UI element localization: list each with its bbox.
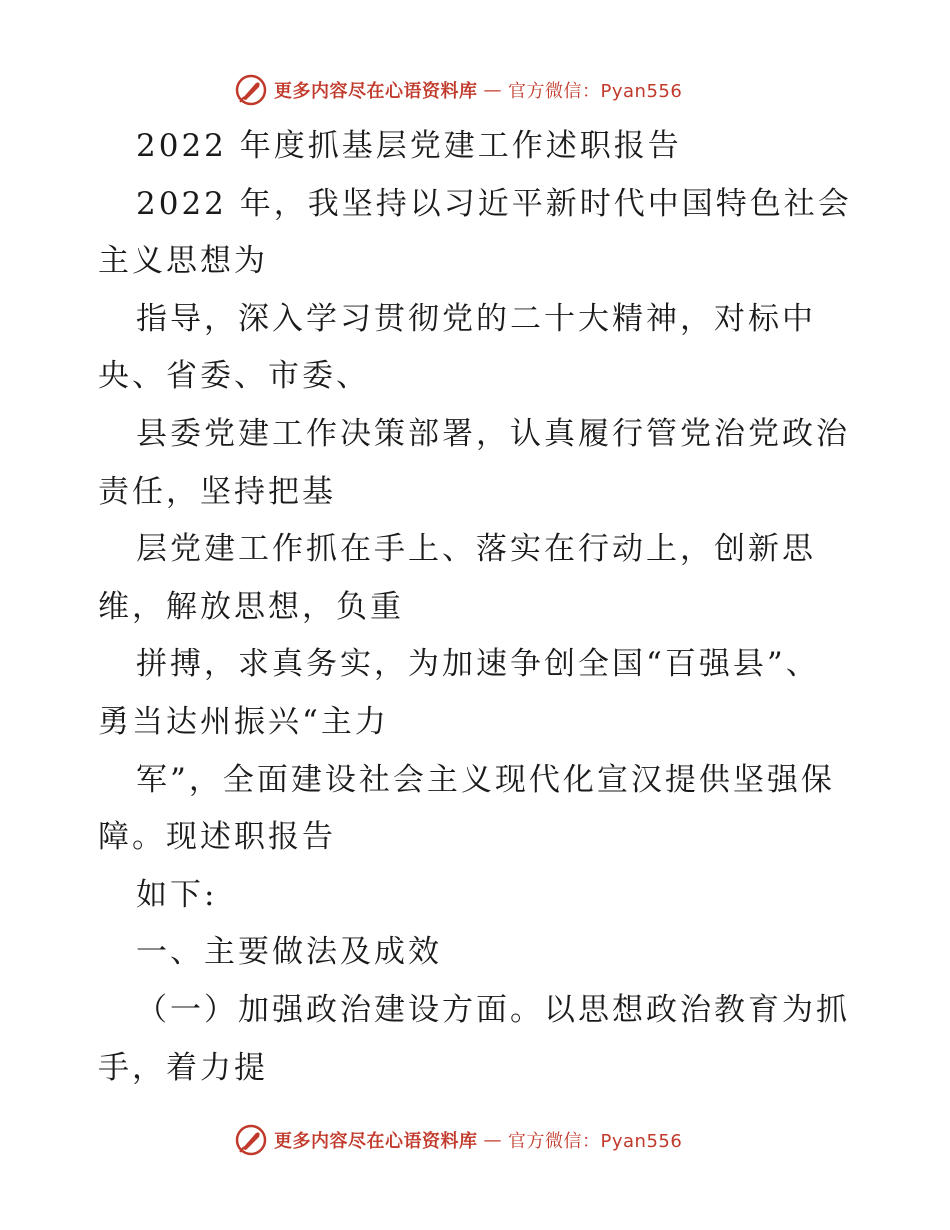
paragraph-line: 央、省委、市委、 xyxy=(98,358,370,395)
header-watermark xyxy=(234,72,682,108)
feather-pen-circle-icon xyxy=(234,1123,268,1157)
paragraph-line: 拼搏，求真务实，为加速争创全国“百强县”、 xyxy=(136,646,820,683)
paragraph-line: 手，着力提 xyxy=(98,1049,268,1086)
document-title: 2022 年度抓基层党建工作述职报告 xyxy=(136,128,682,164)
watermark-separator: — xyxy=(483,79,502,101)
watermark-contact: 官方微信：Pyan556 xyxy=(508,1131,683,1152)
watermark-separator: — xyxy=(483,1129,502,1151)
subsection-heading: （一）加强政治建设方面。以思想政治教育为抓 xyxy=(136,991,850,1028)
footer-watermark xyxy=(234,1122,682,1158)
paragraph-line: 军”，全面建设社会主义现代化宣汉提供坚强保 xyxy=(136,761,835,798)
paragraph-line: 责任，坚持把基 xyxy=(98,473,336,510)
paragraph-line: 障。现述职报告 xyxy=(98,819,336,856)
watermark-contact: 官方微信：Pyan556 xyxy=(508,81,683,102)
section-heading: 一、主要做法及成效 xyxy=(136,934,442,971)
paragraph-line: 层党建工作抓在手上、落实在行动上，创新思 xyxy=(136,531,816,568)
paragraph-line: 2022 年，我坚持以习近平新时代中国特色社会 xyxy=(136,185,852,222)
paragraph-line: 如下: xyxy=(136,876,218,913)
paragraph-line: 县委党建工作决策部署，认真履行管党治党政治 xyxy=(136,415,850,452)
paragraph-line: 主义思想为 xyxy=(98,243,268,280)
paragraph-line: 维，解放思想，负重 xyxy=(98,588,404,625)
feather-pen-circle-icon xyxy=(234,73,268,107)
paragraph-line: 指导，深入学习贯彻党的二十大精神，对标中 xyxy=(136,300,816,337)
paragraph-line: 勇当达州振兴“主力 xyxy=(98,703,389,740)
document-body xyxy=(98,118,868,1097)
watermark-text: 更多内容尽在心语资料库 xyxy=(274,81,478,102)
watermark-text: 更多内容尽在心语资料库 xyxy=(274,1131,478,1152)
